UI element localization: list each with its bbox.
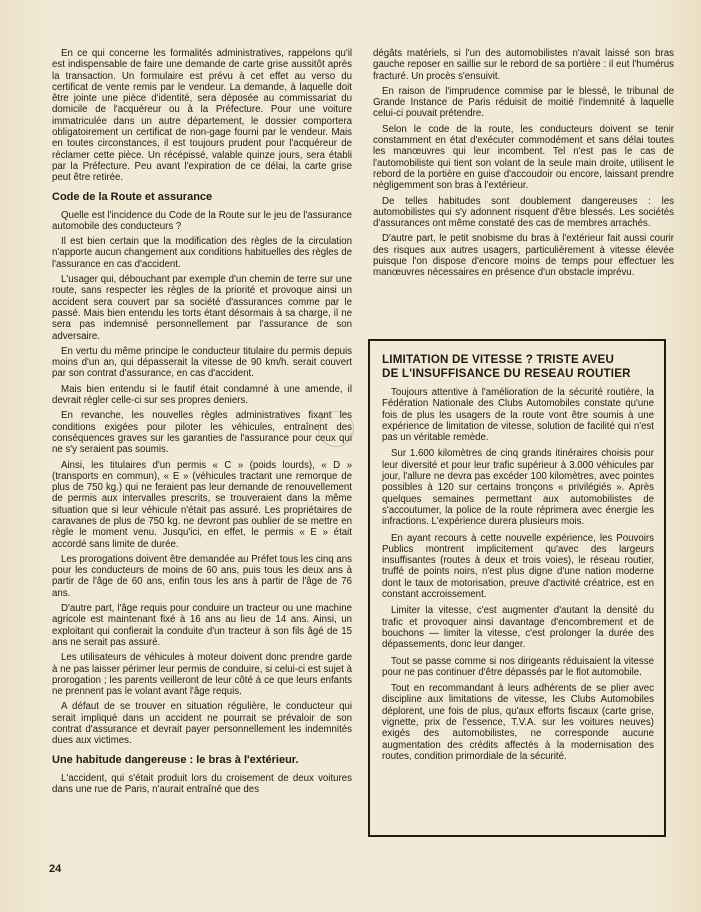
paragraph: En ce qui concerne les formalités administratives, rappelons qu'il est indispensable de faire une demande de carte grise aussitôt après la transaction. Un formulaire est prévu à cet effet au verso du certificat de vente remis par le vendeur. La demande, à laquelle doit être jointe une pièce d'identité, sera déposée au commissariat du domicile de l'acquéreur ou à la Préfecture. Pour une voiture immatriculée dans un autre département, le dossier comportera obligatoirement un certificat de non-gage fourni par le vendeur. Mais en toutes circonstances, il est toujours prudent pour l'acquéreur de réclamer cette pièce. Un récépissé, valable quinze jours, sera établi par la Préfecture. Peu avant l'expiration de ce délai, la carte grise peut être retirée.: [52, 48, 352, 184]
box-paragraph: Limiter la vitesse, c'est augmenter d'autant la densité du trafic et provoquer ainsi davantage d'encombrement et de bouchons — limiter la vitesse, c'est prolonger la durée des dépassements, donc leur danger.: [382, 605, 654, 651]
box-paragraph: Tout se passe comme si nos dirigeants réduisaient la vitesse pour ne pas continuer d'être dépassés par le flot automobile.: [382, 655, 654, 678]
paragraph: dégâts matériels, si l'un des automobilistes n'avait laissé son bras gauche reposer en saillie sur le rebord de sa portière : il eut l'humérus fracturé. Un procès s'ensuivit.: [373, 48, 674, 82]
box-paragraph: Sur 1.600 kilomètres de cinq grands itinéraires choisis pour leur diversité et pour leur trafic supérieur à 3.000 véhicules par jour, l'allure ne devra pas excéder 100 kilomètres, avec pointes possibles à 120 sur certains tronçons « privilégiés ». Après quelques semaines permettant aux automobilistes de s'accoutumer, la police de la route réprimera avec énergie les infractions. L'expérience durera plusieurs mois.: [382, 448, 654, 528]
paragraph: Quelle est l'incidence du Code de la Route sur le jeu de l'assurance automobile des conducteurs ?: [52, 209, 352, 232]
paragraph: Mais bien entendu si le fautif était condamné à une amende, il devrait régler celle-ci sur ses propres deniers.: [52, 383, 352, 407]
section-heading-code-route: Code de la Route et assurance: [52, 190, 213, 203]
box-paragraph: Toujours attentive à l'amélioration de la sécurité routière, la Fédération Nationale des Clubs Automobiles constate qu'une fois de plus les usagers de la route vont être soumis à une expérience de limitation de vitesse, solution de facilité qui n'est pas un véritable remède.: [382, 387, 654, 444]
paragraph: Les prorogations doivent être demandée au Préfet tous les cinq ans pour les conducteurs de moins de 60 ans, puis tous les deux ans à partir de l'âge de 60 ans, enfin tous les ans à partir de l'âge de 76 ans.: [52, 553, 352, 599]
paragraph: Ainsi, les titulaires d'un permis « C » (poids lourds), « D » (transports en commun), « E » (véhicules tractant une remorque de plus de 750 kg.) qui ne feraient pas leur demande de renouvellement de permis aux intervalles prescrits, se trouveraient dans la même situation que si leur véhicule n'était pas assuré. Les propriétaires de caravanes de plus de 750 kg. ne devront pas oublier de se mettre en règle le moment venu. Jusqu'ici, en effet, le permis « E » était accordé sans limite de durée.: [52, 459, 352, 550]
paragraph: D'autre part, l'âge requis pour conduire un tracteur ou une machine agricole est maintenant fixé à 16 ans au lieu de 14 ans. Ainsi, un exploitant qui confierait la conduite d'un tracteur à son fils âgé de 15 ans ne serait pas assuré.: [52, 603, 352, 648]
box-paragraph: En ayant recours à cette nouvelle expérience, les Pouvoirs Publics montrent implicitement qu'avec des largeurs insuffisantes (routes à deux et trois voies), le réseau routier, truffé de points noirs, n'est plus digne d'une nation moderne dont le taux de motorisation, preuve d'activité créatrice, est en constant accroissement.: [382, 532, 654, 601]
library-stamp: [318, 411, 354, 447]
paragraph: En raison de l'imprudence commise par le blessé, le tribunal de Grande Instance de Paris réduisit de moitié l'indemnité à laquelle celui-ci pouvait prétendre.: [373, 85, 674, 120]
speed-limit-sidebar-box: [368, 339, 666, 837]
box-paragraph: Tout en recommandant à leurs adhérents de se plier avec discipline aux limitations de vitesse, les Clubs Automobiles déplorent, une fois de plus, qu'aux efforts fiscaux (carte grise, vignette, prix de l'essence, T.V.A. sur les voitures neuves) exigés des automobilistes, ne corresponde aucune augmentation des crédits affectés à la modernisation des routes, condition primordiale de la sécurité.: [382, 683, 654, 762]
right-column: [373, 48, 674, 283]
box-title-line: LIMITATION DE VITESSE ? TRISTE AVEU: [382, 353, 615, 366]
page-number: 24: [49, 863, 62, 875]
paragraph: D'autre part, le petit snobisme du bras à l'extérieur fait aussi courir des risques aux autres usagers, particulièrement à vitesse élevée puisque l'on dispose d'encore moins de temps pour effectuer les manœuvres nécessaires en présence d'un obstacle imprévu.: [373, 233, 674, 279]
paragraph: En vertu du même principe le conducteur titulaire du permis depuis moins d'un an, qui dépasserait la vitesse de 90 km/h. serait couvert par son contrat d'assurance, en cas d'accident.: [52, 345, 352, 380]
paragraph: De telles habitudes sont doublement dangereuses : les automobilistes qui s'y adonnent risquent d'être blessés. Les sociétés d'assurances ont même constaté des cas de membres arrachés.: [373, 195, 674, 230]
paragraph: Il est bien certain que la modification des règles de la circulation n'apporte aucun changement aux conditions habituelles des règles de l'assurance en cas d'accident.: [52, 236, 352, 270]
box-title-line: DE L'INSUFFISANCE DU RESEAU ROUTIER: [382, 367, 631, 380]
box-title: [382, 353, 654, 381]
paragraph: A défaut de se trouver en situation régulière, le conducteur qui serait impliqué dans un accident ne pourrait se prévaloir de son contrat d'assurance et devrait payer personnellement les indemnités dues aux victimes.: [52, 701, 352, 747]
paragraph: Les utilisateurs de véhicules à moteur doivent donc prendre garde à ne pas laisser périmer leur permis de conduire, si celui-ci est sujet à prorogation ; les parents veilleront de leur côté à ce que leurs enfants ne prennent pas le volant avant l'âge requis.: [52, 652, 352, 698]
box-body: [382, 387, 654, 762]
section-heading-bras-exterieur: Une habitude dangereuse : le bras à l'extérieur.: [52, 753, 299, 766]
paragraph: L'usager qui, débouchant par exemple d'un chemin de terre sur une route, sans respecter les règles de la priorité et provoque ainsi un accident sera couvert par sa société d'assurances comme par le passé. Mais bien entendu les torts étant désormais à sa charge, il ne sera pas indemnisé personnellement par l'assurance de son adversaire.: [52, 274, 352, 342]
paragraph: L'accident, qui s'était produit lors du croisement de deux voitures dans une rue de Paris, n'aurait entraîné que des: [52, 772, 352, 795]
paragraph: En revanche, les nouvelles règles administratives fixant les conditions exigées pour piloter les véhicules, entraînent des conséquences graves sur les garanties de l'assurance pour ceux qui ne s'y seraient pas soumis.: [52, 410, 352, 456]
paragraph: Selon le code de la route, les conducteurs doivent se tenir constamment en état d'exécuter commodément et sans délai toutes les manœuvres qui leur incombent. Tel n'est pas le cas de l'automobiliste qui tient son volant de la seule main droite, utilisent le rebord de la portière en guise d'accoudoir ou encore, laissant prendre négligemment son bras à l'extérieur.: [373, 123, 674, 192]
left-column: [52, 48, 352, 799]
